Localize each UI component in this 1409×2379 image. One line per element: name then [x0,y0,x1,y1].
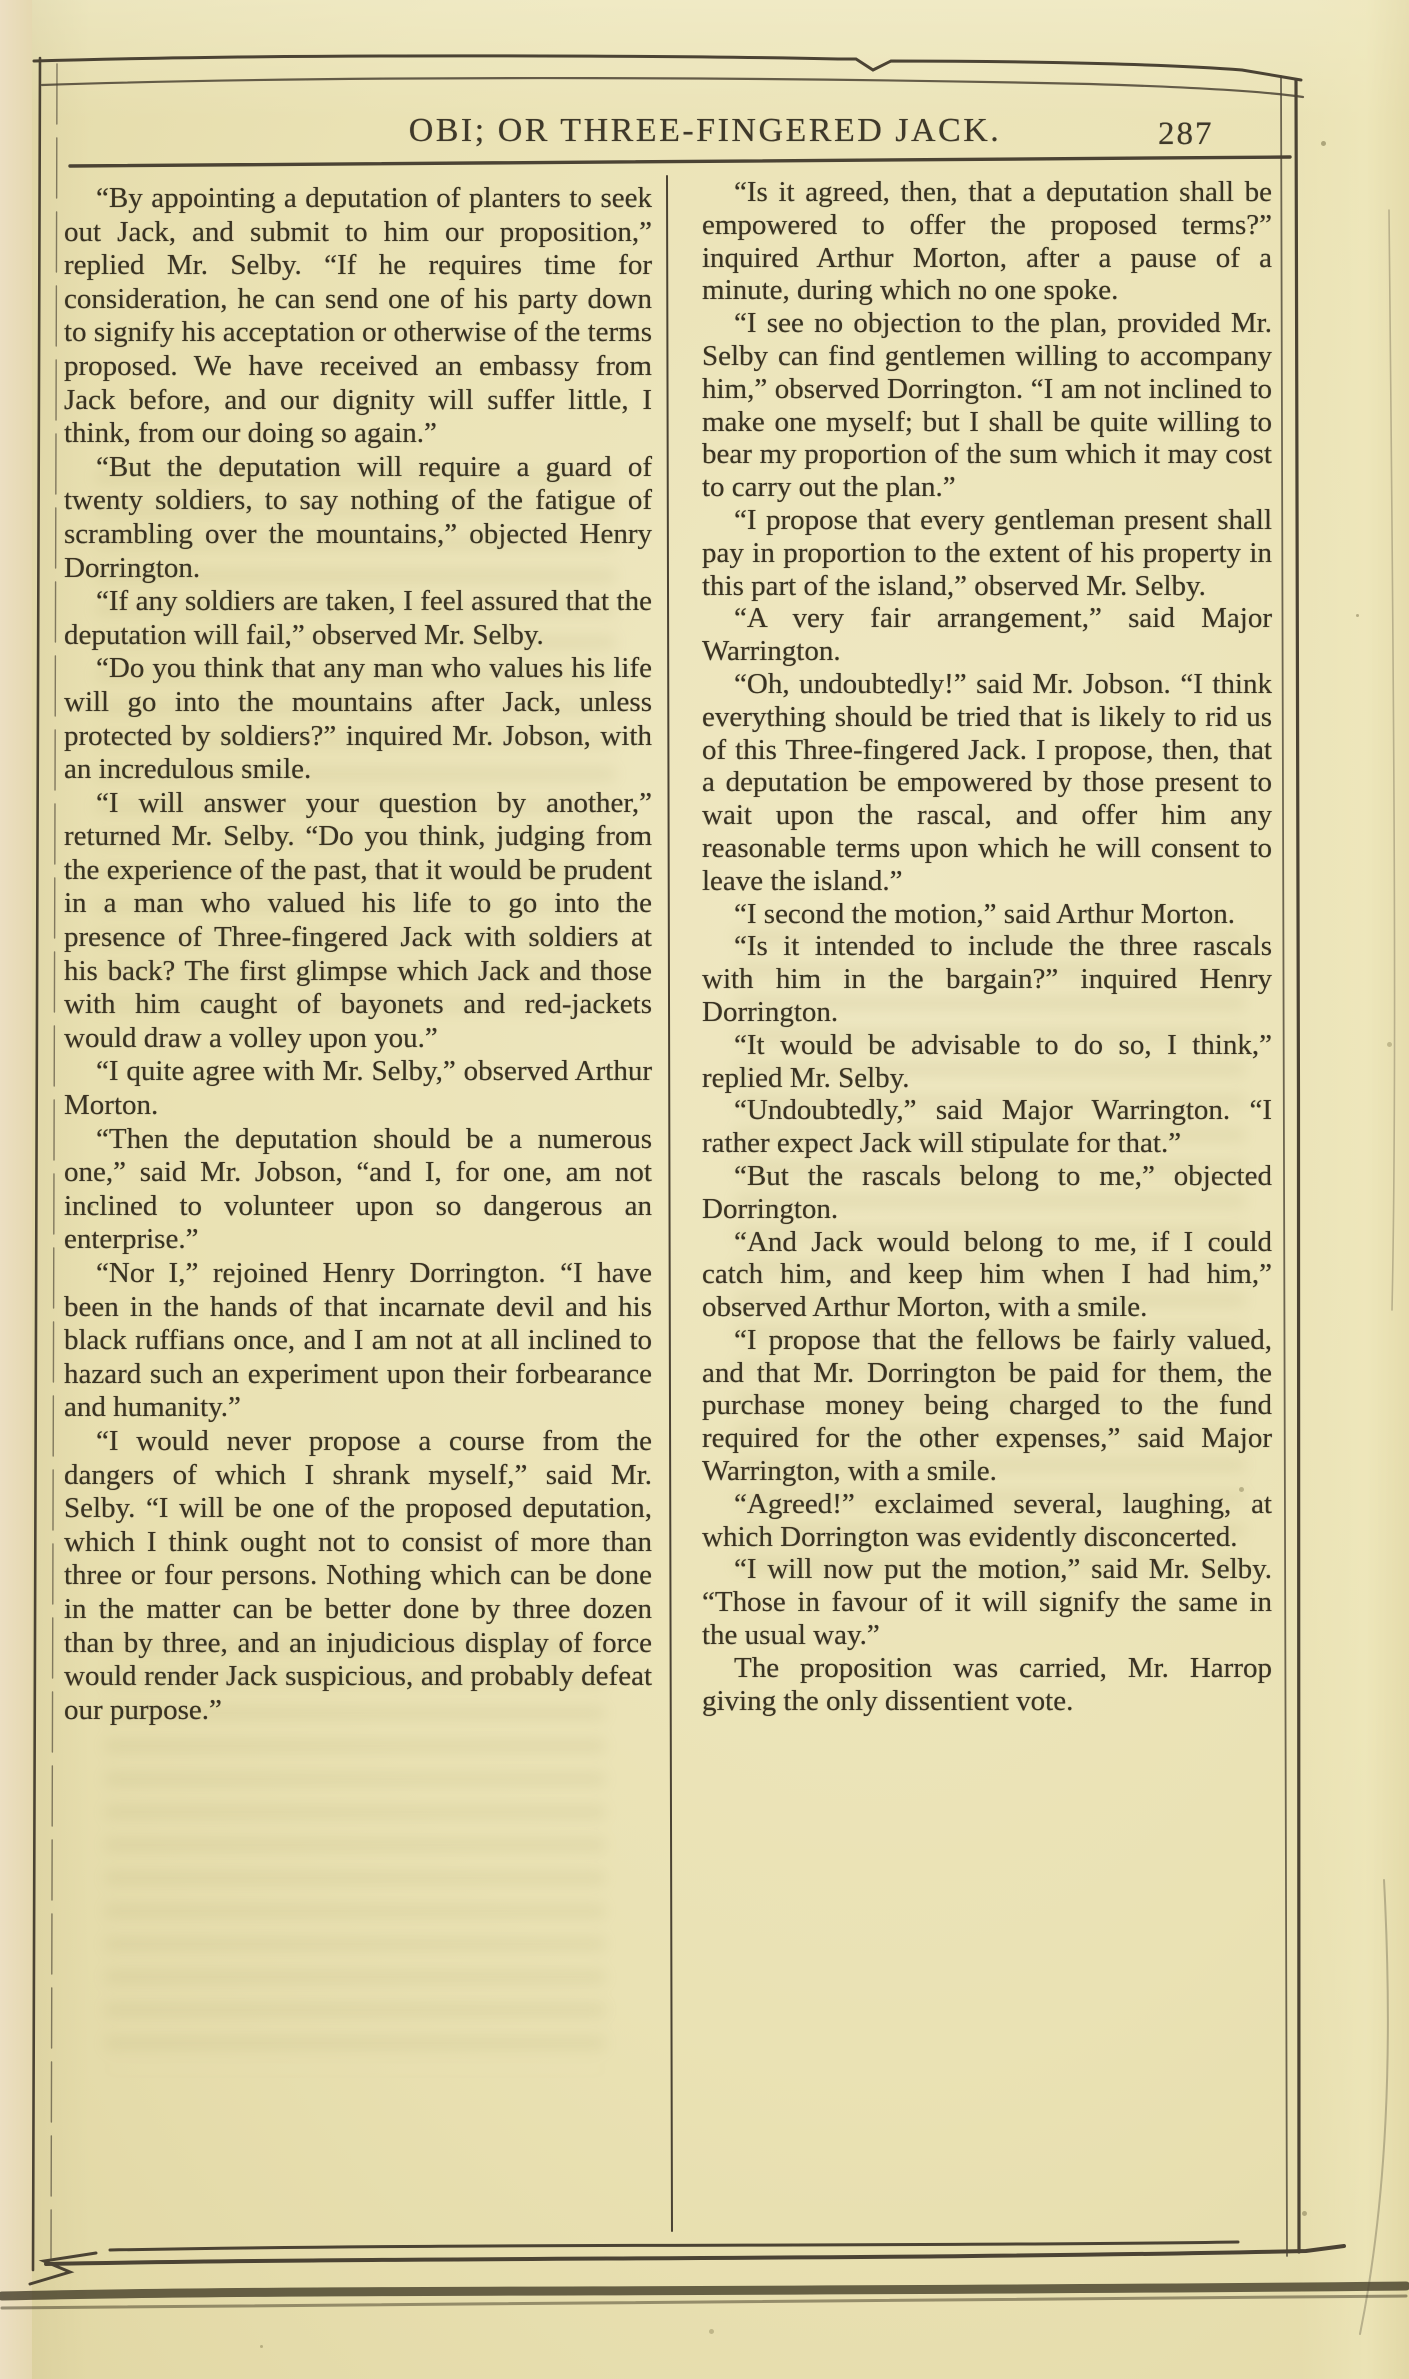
running-title: OBI; OR THREE-FINGERED JACK. [408,112,1002,149]
paragraph: “Is it intended to include the three rascals with him in the bargain?” inquired Henry Dorrington. [702,930,1272,1028]
paragraph: The proposition was carried, Mr. Harrop giving the only dissentient vote. [702,1651,1272,1717]
paragraph: “Nor I,” rejoined Henry Dorrington. “I have been in the hands of that incarnate devil and his black ruffians once, and I am not at all inclined to hazard such an experiment upon their forbearance and humanity.” [64,1257,652,1424]
page-edge-band [2,2286,1406,2296]
paragraph: “I second the motion,” said Arthur Morton. [734,897,1235,930]
paragraph: “Oh, undoubtedly!” said Mr. Jobson. “I think everything should be tried that is likely to rid us of this Three-fingered Jack. I propose, then, that a deputation be empowered by those present to wait upon the rascal, and offer him any reasonable terms upon which he will consent to leave the island.” [702,667,1272,897]
text-column-left [64,182,652,1727]
paragraph: “I see no objection to the plan, provided Mr. Selby can find gentlemen willing to accompany him,” observed Dorrington. “I am not inclined to make one myself; but I shall be quite willing to bear my proportion of the sum which it may cost to carry out the plan.” [702,307,1272,504]
paper-crease [1360,1880,1388,2334]
paragraph: “Undoubtedly,” said Major Warrington. “I rather expect Jack will stipulate for that.” [702,1094,1272,1160]
right-border-outer [1296,80,1299,2252]
paragraph: “But the deputation will require a guard of twenty soldiers, to say nothing of the fatigue of scrambling over the mountains,” objected Henry Dorrington. [64,450,652,584]
paragraph: “I propose that the fellows be fairly valued, and that Mr. Dorrington be paid for them, the purchase money being charged to the fund required for the other expenses,” said Major Warrington, with a smile. [702,1323,1272,1488]
paragraph: “I will now put the motion,” said Mr. Selby. “Those in favour of it will signify the same in the usual way.” [702,1553,1272,1652]
paragraph: “Is it agreed, then, that a deputation shall be empowered to offer the proposed terms?” inquired Arthur Morton, after a pause of a minute, during which no one spoke. [702,176,1272,307]
paper-crease [1389,210,1395,1310]
column-rule [667,176,672,2231]
paragraph: “It would be advisable to do so, I think,” replied Mr. Selby. [702,1028,1272,1094]
paragraph: “I quite agree with Mr. Selby,” observed Arthur Morton. [64,1055,652,1122]
paragraph: “I will answer your question by another,” returned Mr. Selby. “Do you think, judging from the experience of the past, that it would be prudent in a man who valued his life to go into the presence of Three-fingered Jack with soldiers at his back? The first glimpse which Jack and those with him caught of bayonets and red-jackets would draw a volley upon you.” [64,786,652,1054]
text-column-right [702,176,1272,1717]
left-border-outer [33,58,40,2270]
paragraph: “If any soldiers are taken, I feel assured that the deputation will fail,” observed Mr. Selby. [64,585,652,651]
paragraph: “I would never propose a course from the dangers of which I shrank myself,” said Mr. Selby. “I will be one of the proposed deputation, which I think ought not to consist of more than three or four persons. Nothing which can be done in the matter can be better done by three dozen than by three, and an injudicious display of force would render Jack suspicious, and probably defeat our purpose.” [64,1424,652,1726]
paragraph: “Agreed!” exclaimed several, laughing, at which Dorrington was evidently disconcerted. [702,1487,1272,1553]
bottom-rule-flourish [30,2253,96,2284]
top-rule-inner [42,78,1303,97]
head-rule [70,157,1290,166]
page-number: 287 [1158,116,1214,152]
paragraph: “But the rascals belong to me,” objected Dorrington. [702,1159,1272,1225]
paragraph: “I propose that every gentleman present shall pay in proportion to the extent of his property in this part of the island,” observed Mr. Selby. [702,503,1272,602]
bottom-rule-upper [110,2242,1238,2250]
paragraph: “By appointing a deputation of planters to seek out Jack, and submit to him our proposition,” replied Mr. Selby. “If he requires time for consideration, he can send one of his party down to signify his acceptation or otherwise of the terms proposed. We have received an embassy from Jack before, and our dignity will suffer little, I think, from our doing so again.” [64,182,652,450]
page-edge-band-echo [2,2296,1406,2308]
paragraph: “Then the deputation should be a numerous one,” said Mr. Jobson, “and I, for one, am not inclined to volunteer upon so dangerous an enterprise.” [64,1122,652,1256]
right-border-inner [1281,76,1287,2256]
left-border-inner [51,64,57,2258]
paragraph: “And Jack would belong to me, if I could catch him, and keep him when I had him,” observed Arthur Morton, with a smile. [702,1225,1272,1324]
paragraph: “A very fair arrangement,” said Major Warrington. [702,602,1272,668]
paragraph: “Do you think that any man who values his life will go into the mountains after Jack, unless protected by soldiers?” inquired Mr. Jobson, with an incredulous smile. [64,652,652,786]
paper-specks [0,0,3,3]
top-rule-outer [34,56,1301,80]
